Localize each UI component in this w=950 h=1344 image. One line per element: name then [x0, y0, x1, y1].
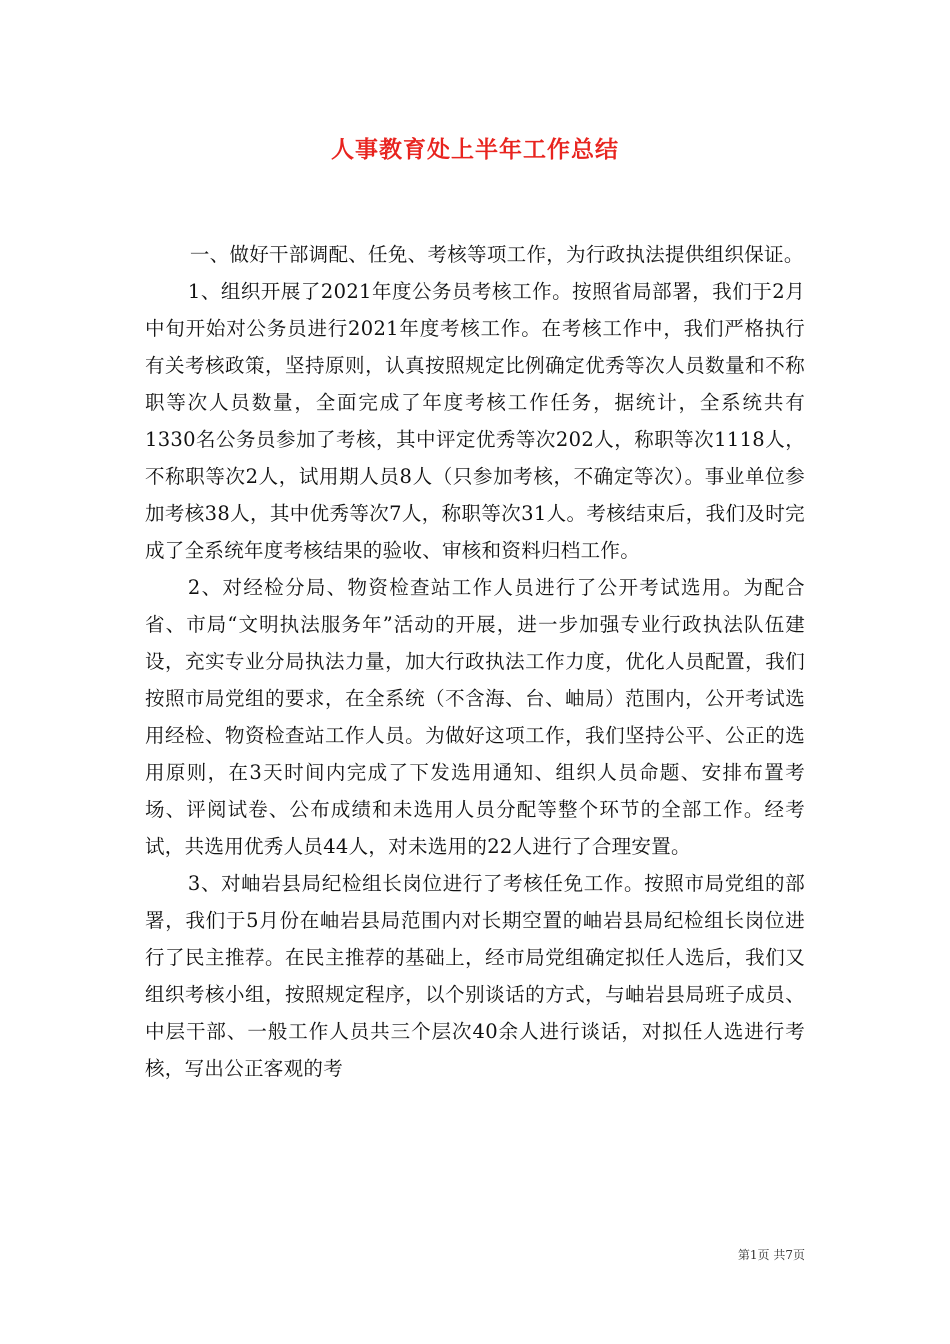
page-number-footer: 第1页 共7页 — [737, 1248, 805, 1262]
body-paragraph: 1、组织开展了2021年度公务员考核工作。按照省局部署，我们于2月中旬开始对公务员进行2021年度考核工作。在考核工作中，我们严格执行有关考核政策，坚持原则，认真按照规定比例确定优秀等次人员数量和不称职等次人员数量，全面完成了年度考核工作任务，据统计，全系统共有1330名公务员参加了考核，其中评定优秀等次202人，称职等次1118人，不称职等次2人，试用期人员8人（只参加考核，不确定等次）。事业单位参加考核38人，其中优秀等次7人，称职等次31人。考核结束后，我们及时完成了全系统年度考核结果的验收、审核和资料归档工作。 — [145, 280, 805, 562]
body-paragraph: 2、对经检分局、物资检查站工作人员进行了公开考试选用。为配合省、市局“文明执法服务年”活动的开展，进一步加强专业行政执法队伍建设，充实专业分局执法力量，加大行政执法工作力度，优化人员配置，我们按照市局党组的要求，在全系统（不含海、台、岫局）范围内，公开考试选用经检、物资检查站工作人员。为做好这项工作，我们坚持公平、公正的选用原则，在3天时间内完成了下发选用通知、组织人员命题、安排布置考场、评阅试卷、公布成绩和未选用人员分配等整个环节的全部工作。经考试，共选用优秀人员44人，对未选用的22人进行了合理安置。 — [145, 576, 805, 858]
document-title: 人事教育处上半年工作总结 — [331, 137, 619, 163]
body-paragraph: 3、对岫岩县局纪检组长岗位进行了考核任免工作。按照市局党组的部署，我们于5月份在岫岩县局范围内对长期空置的岫岩县局纪检组长岗位进行了民主推荐。在民主推荐的基础上，经市局党组确定拟任人选后，我们又组织考核小组，按照规定程序，以个别谈话的方式，与岫岩县局班子成员、中层干部、一般工作人员共三个层次40余人进行谈话，对拟任人选进行考核，写出公正客观的考 — [145, 872, 805, 1080]
section-heading-paragraph: 一、做好干部调配、任免、考核等项工作，为行政执法提供组织保证。 — [189, 243, 804, 266]
document-body — [145, 236, 805, 1087]
